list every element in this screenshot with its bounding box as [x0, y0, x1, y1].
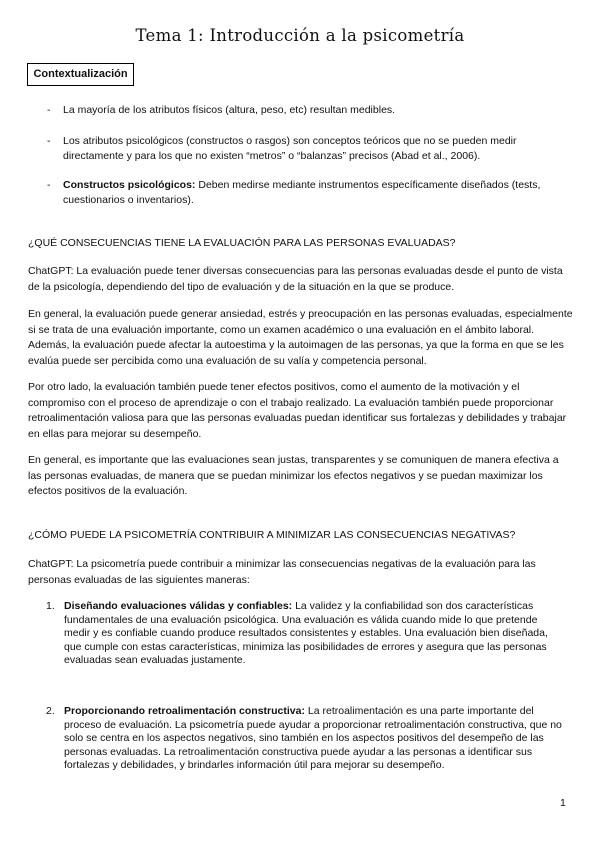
- bullet-dash: -: [47, 135, 51, 147]
- bullet-dash: -: [47, 104, 51, 116]
- list-body: [64, 600, 564, 668]
- question-heading-1: ¿QUÉ CONSECUENCIAS TIENE LA EVALUACIÓN PARA LAS PERSONAS EVALUADAS?: [28, 237, 456, 249]
- list-bold: Diseñando evaluaciones válidas y confiables:: [64, 600, 293, 612]
- list-text: La validez y la confiabilidad son dos características fundamentales de una evaluación psicológica. Una evaluación es válida cuando mide lo que pretende medir y es confiable cuando produce resultados consistentes y estables. Una evaluación bien diseñada, que cumple con estas características, minimiza las posibilidades de errores y asegura que las personas evaluadas sean evaluadas justamente.: [64, 600, 548, 666]
- page-title: Tema 1: Introducción a la psicometría: [135, 26, 465, 45]
- list-text: La retroalimentación es una parte importante del proceso de evaluación. La psicometría puede ayudar a proporcionar retroalimentación constructiva, que no solo se centra en los aspectos negativos, sino también en los aspectos positivos del desempeño de las personas evaluadas. La retroalimentación constructiva puede ayudar a las personas a identificar sus fortalezas y debilidades, y brindarles información útil para mejorar su desempeño.: [64, 705, 562, 771]
- bullet-text: Los atributos psicológicos (constructos o rasgos) son conceptos teóricos que no se pueden medir directamente y para los que no existen “metros” o “balanzas” precisos (Abad et al., 2006).: [63, 135, 517, 162]
- answer2-intro: ChatGPT: La psicometría puede contribuir a minimizar las consecuencias negativas de la evaluación para las personas evaluadas de las siguientes maneras:: [28, 558, 536, 586]
- answer1-paragraph: En general, es importante que las evaluaciones sean justas, transparentes y se comuniquen de manera efectiva a las personas evaluadas, de manera que se puedan minimizar los efectos negativos y se puedan maximizar los efectos positivos de la evaluación.: [28, 454, 559, 498]
- list-body: [64, 705, 564, 773]
- context-label-box: Contextualización: [27, 63, 134, 86]
- answer1-paragraph: En general, la evaluación puede generar ansiedad, estrés y preocupación en las personas evaluadas, especialmente si se trata de una evaluación importante, como un examen académico o una evaluación en el ámbito laboral. Además, la evaluación puede afectar la autoestima y la autoimagen de las personas, ya que la forma en que se les evalúa puede ser percibida como una evaluación de su valía y competencia personal.: [28, 308, 573, 367]
- bullet-rest: Deben medirse mediante instrumentos específicamente diseñados (tests, cuestionarios o inventarios).: [63, 179, 541, 206]
- bullet-bold: Constructos psicológicos:: [63, 179, 196, 191]
- list-number: 2.: [46, 705, 55, 717]
- page-number: 1: [560, 797, 566, 809]
- list-number: 1.: [46, 600, 55, 612]
- answer1-paragraph: Por otro lado, la evaluación también puede tener efectos positivos, como el aumento de la motivación y el compromiso con el proceso de aprendizaje o con el trabajo realizado. La evaluación también puede proporcionar retroalimentación valiosa para que las personas evaluadas puedan identificar sus fortalezas y debilidades y trabajar en ellas para mejorar su desempeño.: [28, 381, 567, 440]
- bullet-text: La mayoría de los atributos físicos (altura, peso, etc) resultan medibles.: [63, 104, 396, 116]
- bullet-dash: -: [47, 179, 51, 191]
- answer1-paragraph: ChatGPT: La evaluación puede tener diversas consecuencias para las personas evaluadas desde el punto de vista de la psicología, dependiendo del tipo de evaluación y de la situación en la que se produce.: [28, 265, 563, 293]
- list-bold: Proporcionando retroalimentación constructiva:: [64, 705, 305, 717]
- bullet-text: [63, 178, 563, 208]
- question-heading-2: ¿CÓMO PUEDE LA PSICOMETRÍA CONTRIBUIR A MINIMIZAR LAS CONSECUENCIAS NEGATIVAS?: [28, 529, 516, 541]
